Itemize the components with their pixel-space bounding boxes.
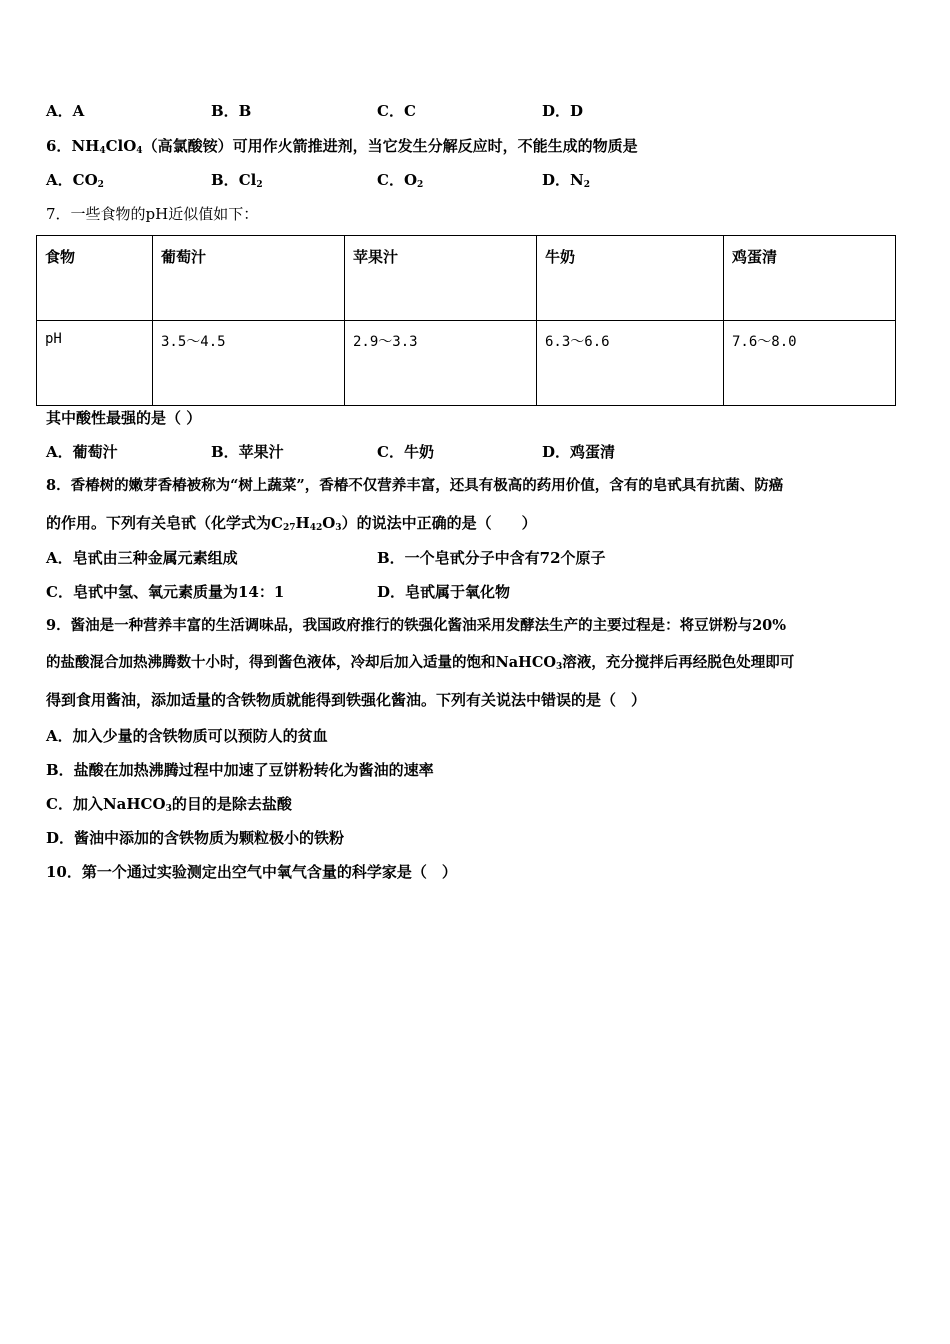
- table-cell: 6.3～6.6: [537, 321, 724, 406]
- table-cell: 牛奶: [537, 236, 724, 321]
- q10-stem: 10．第一个通过实验测定出空气中氧气含量的科学家是（ ）: [46, 863, 457, 881]
- q7-question: 其中酸性最强的是（ ）: [46, 409, 202, 427]
- q5-option-a: A．A: [46, 102, 85, 120]
- q9-option-b: B．盐酸在加热沸腾过程中加速了豆饼粉转化为酱油的速率: [46, 761, 434, 779]
- q8-option-c: C．皂甙中氢、氧元素质量为14：1: [46, 583, 285, 601]
- q8-option-a: A．皂甙由三种金属元素组成: [46, 549, 238, 567]
- q7-option-c: C．牛奶: [377, 443, 434, 461]
- ph-table: [36, 235, 896, 406]
- q5-option-c: C．C: [377, 102, 416, 120]
- q9-option-d: D．酱油中添加的含铁物质为颗粒极小的铁粉: [46, 829, 345, 847]
- table-cell: 食物: [37, 236, 153, 321]
- q7-option-a: A．葡萄汁: [46, 443, 118, 461]
- q8-option-d: D．皂甙属于氧化物: [377, 583, 511, 601]
- table-cell: 2.9～3.3: [345, 321, 537, 406]
- table-cell: 鸡蛋清: [724, 236, 896, 321]
- q7-option-b: B．苹果汁: [211, 443, 284, 461]
- q9-stem-line1: 9．酱油是一种营养丰富的生活调味品，我国政府推行的铁强化酱油采用发酵法生产的主要过程是：将豆饼粉与20%: [46, 617, 787, 634]
- table-header-row: [37, 236, 896, 321]
- table-cell: 葡萄汁: [153, 236, 345, 321]
- q7-stem: 7．一些食物的pH近似值如下：: [46, 205, 259, 223]
- table-cell: 3.5～4.5: [153, 321, 345, 406]
- q9-option-c: C．加入NaHCO$_3$的目的是除去盐酸: [46, 795, 292, 814]
- q8-option-b: B．一个皂甙分子中含有72个原子: [377, 549, 606, 567]
- table-cell: 苹果汁: [345, 236, 537, 321]
- q6-option-d: D．$N_2$: [542, 171, 590, 190]
- q6-stem: 6．$NH_4ClO_4$（高氯酸铵）可用作火箭推进剂，当它发生分解反应时，不能生成的物质是: [46, 137, 638, 156]
- q5-option-d: D．D: [542, 102, 584, 120]
- table-cell: 7.6～8.0: [724, 321, 896, 406]
- q8-stem-line1: 8．香椿树的嫩芽香椿被称为“树上蔬菜”，香椿不仅营养丰富，还具有极高的药用价值，含有的皂甙具有抗菌、防癌: [46, 477, 784, 494]
- q9-stem-line3: 得到食用酱油，添加适量的含铁物质就能得到铁强化酱油。下列有关说法中错误的是（ ）: [46, 691, 647, 709]
- q9-stem-line2: 的盐酸混合加热沸腾数十小时，得到酱色液体，冷却后加入适量的饱和NaHCO$_3$溶液，充分搅拌后再经脱色处理即可: [46, 654, 795, 672]
- q7-option-d: D．鸡蛋清: [542, 443, 616, 461]
- q6-option-a: A．$CO_2$: [46, 171, 104, 190]
- q6-option-b: B．$Cl_2$: [211, 171, 263, 190]
- q8-stem-line2: 的作用。下列有关皂甙（化学式为$C_{27}H_{42}O_3$）的说法中正确的是（ ）: [46, 514, 537, 533]
- q6-option-c: C．$O_2$: [377, 171, 424, 190]
- q9-option-a: A．加入少量的含铁物质可以预防人的贫血: [46, 727, 328, 745]
- q5-option-b: B．B: [211, 102, 252, 120]
- table-cell: pH: [37, 321, 153, 406]
- table-row: [37, 321, 896, 406]
